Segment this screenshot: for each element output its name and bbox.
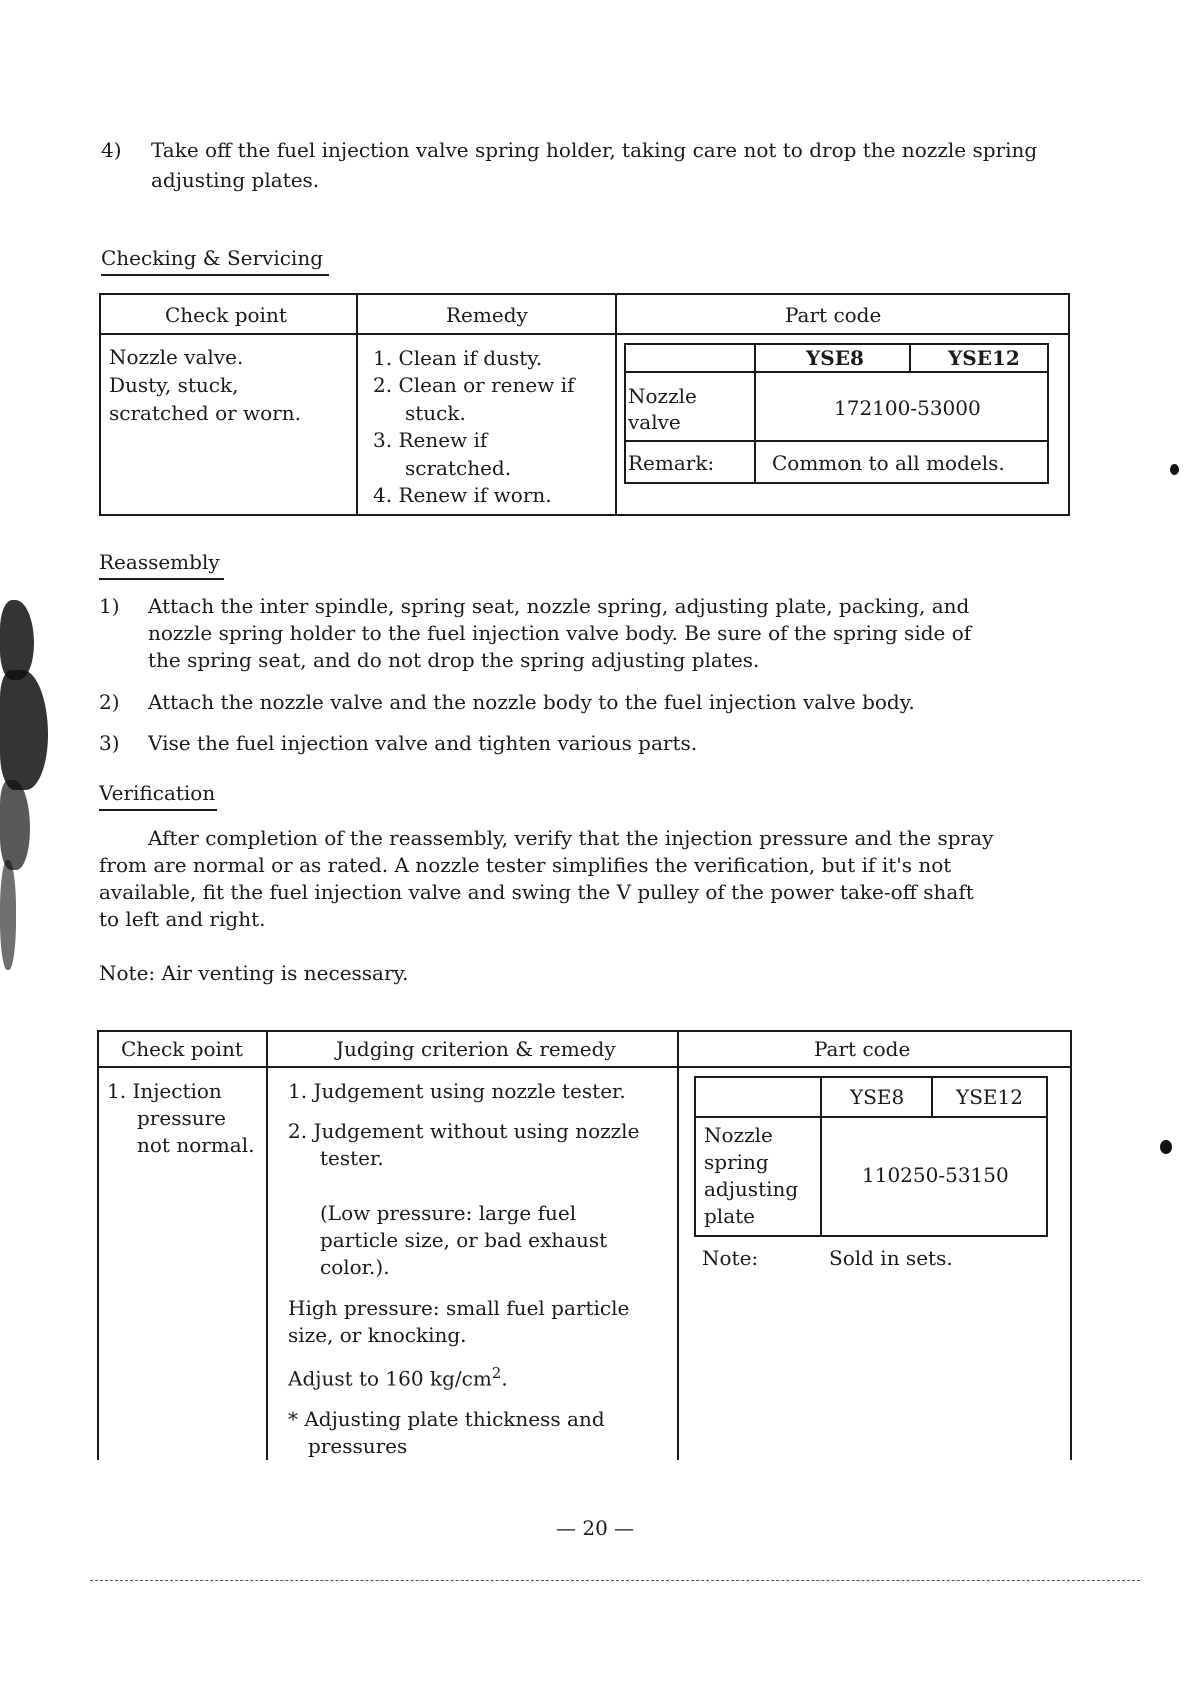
judging-line: tester. xyxy=(320,1146,384,1170)
judging-header-check: Check point xyxy=(121,1037,243,1061)
scan-smudge xyxy=(0,670,48,790)
step4-line2: adjusting plates. xyxy=(151,168,320,192)
scan-speck xyxy=(1160,1140,1172,1154)
scan-smudge xyxy=(0,780,30,870)
checking-header-part: Part code xyxy=(785,303,882,327)
reassembly-line: Attach the nozzle valve and the nozzle body to the fuel injection valve body. xyxy=(148,690,915,714)
checking-remedy-line: scratched. xyxy=(405,456,512,480)
checking-remedy-line: 3. Renew if xyxy=(373,428,488,452)
judging-line: size, or knocking. xyxy=(288,1323,467,1347)
checking-remark-value: Common to all models. xyxy=(772,451,1005,475)
checking-partcode-table xyxy=(624,343,1049,484)
judging-adjust: Adjust to 160 $kg/cm^2$. xyxy=(288,1364,508,1391)
judging-check-line: not normal. xyxy=(137,1133,255,1157)
verification-note: Note: Air venting is necessary. xyxy=(99,961,409,985)
judging-header-judge: Judging criterion & remedy xyxy=(336,1037,616,1061)
reassembly-num-3: 3) xyxy=(99,731,120,755)
checking-remark-label: Remark: xyxy=(628,451,715,475)
judging-line: (Low pressure: large fuel xyxy=(320,1201,577,1225)
checking-row-label: valve xyxy=(628,410,681,434)
judging-row-label: spring xyxy=(704,1150,769,1174)
judging-check-line: pressure xyxy=(137,1106,227,1130)
verification-line: available, fit the fuel injection valve and swing the V pulley of the power take-off shaft xyxy=(99,880,974,904)
checking-header-remedy: Remedy xyxy=(446,303,528,327)
page-number: — 20 — xyxy=(556,1516,635,1540)
reassembly-line: nozzle spring holder to the fuel injection valve body. Be sure of the spring side of xyxy=(148,621,972,645)
reassembly-line: the spring seat, and do not drop the spring adjusting plates. xyxy=(148,648,760,672)
checking-remedy-line: 2. Clean or renew if xyxy=(373,373,575,397)
checking-check-line: Nozzle valve. xyxy=(109,345,244,369)
reassembly-line: Attach the inter spindle, spring seat, nozzle spring, adjusting plate, packing, and xyxy=(148,594,970,618)
judging-row-label: plate xyxy=(704,1204,755,1228)
verification-line: After completion of the reassembly, verify that the injection pressure and the spray xyxy=(148,826,994,850)
judging-table-top xyxy=(97,1030,1072,1032)
judging-line: particle size, or bad exhaust xyxy=(320,1228,608,1252)
verification-line: to left and right. xyxy=(99,907,266,931)
judging-line: High pressure: small fuel particle xyxy=(288,1296,630,1320)
checking-remedy-line: 1. Clean if dusty. xyxy=(373,346,543,370)
reassembly-num-1: 1) xyxy=(99,594,120,618)
judging-line: color.). xyxy=(320,1255,390,1279)
verification-line: from are normal or as rated. A nozzle tester simplifies the verification, but if it's not xyxy=(99,853,952,877)
checking-check-line: scratched or worn. xyxy=(109,401,301,425)
scan-smudge xyxy=(0,860,16,970)
scan-speck xyxy=(1170,464,1179,475)
checking-heading: Checking & Servicing xyxy=(101,246,323,270)
judging-check-line: 1. Injection xyxy=(107,1079,222,1103)
checking-remedy-line: 4. Renew if worn. xyxy=(373,483,552,507)
checking-row-label: Nozzle xyxy=(628,384,697,408)
checking-part-code: 172100-53000 xyxy=(834,396,981,420)
judging-line: * Adjusting plate thickness and xyxy=(288,1407,605,1431)
reassembly-line: Vise the fuel injection valve and tighten various parts. xyxy=(148,731,698,755)
judging-line: pressures xyxy=(308,1434,408,1458)
judging-note-value: Sold in sets. xyxy=(829,1246,953,1270)
judging-line: 1. Judgement using nozzle tester. xyxy=(288,1079,626,1103)
reassembly-heading: Reassembly xyxy=(99,550,220,574)
checking-col-yse12: YSE12 xyxy=(948,346,1020,370)
scan-smudge xyxy=(0,600,34,680)
checking-check-line: Dusty, stuck, xyxy=(109,373,239,397)
checking-col-yse8: YSE8 xyxy=(806,346,864,370)
judging-col-yse8: YSE8 xyxy=(850,1085,905,1109)
step4-line1: Take off the fuel injection valve spring holder, taking care not to drop the nozzle spring xyxy=(151,138,1038,162)
judging-header-part: Part code xyxy=(814,1037,911,1061)
judging-row-label: Nozzle xyxy=(704,1123,773,1147)
checking-table xyxy=(99,293,1070,516)
judging-col-yse12: YSE12 xyxy=(956,1085,1023,1109)
verification-heading: Verification xyxy=(99,781,215,805)
reassembly-num-2: 2) xyxy=(99,690,120,714)
judging-table-header-rule xyxy=(97,1066,1072,1068)
checking-header-check: Check point xyxy=(165,303,287,327)
judging-part-code: 110250-53150 xyxy=(862,1163,1009,1187)
judging-row-label: adjusting xyxy=(704,1177,799,1201)
judging-note-label: Note: xyxy=(702,1246,759,1270)
judging-line: 2. Judgement without using nozzle xyxy=(288,1119,640,1143)
checking-remedy-line: stuck. xyxy=(405,401,466,425)
scan-dashed-line xyxy=(90,1580,1140,1582)
judging-partcode-table xyxy=(694,1076,1048,1237)
step4-number: 4) xyxy=(101,138,122,162)
